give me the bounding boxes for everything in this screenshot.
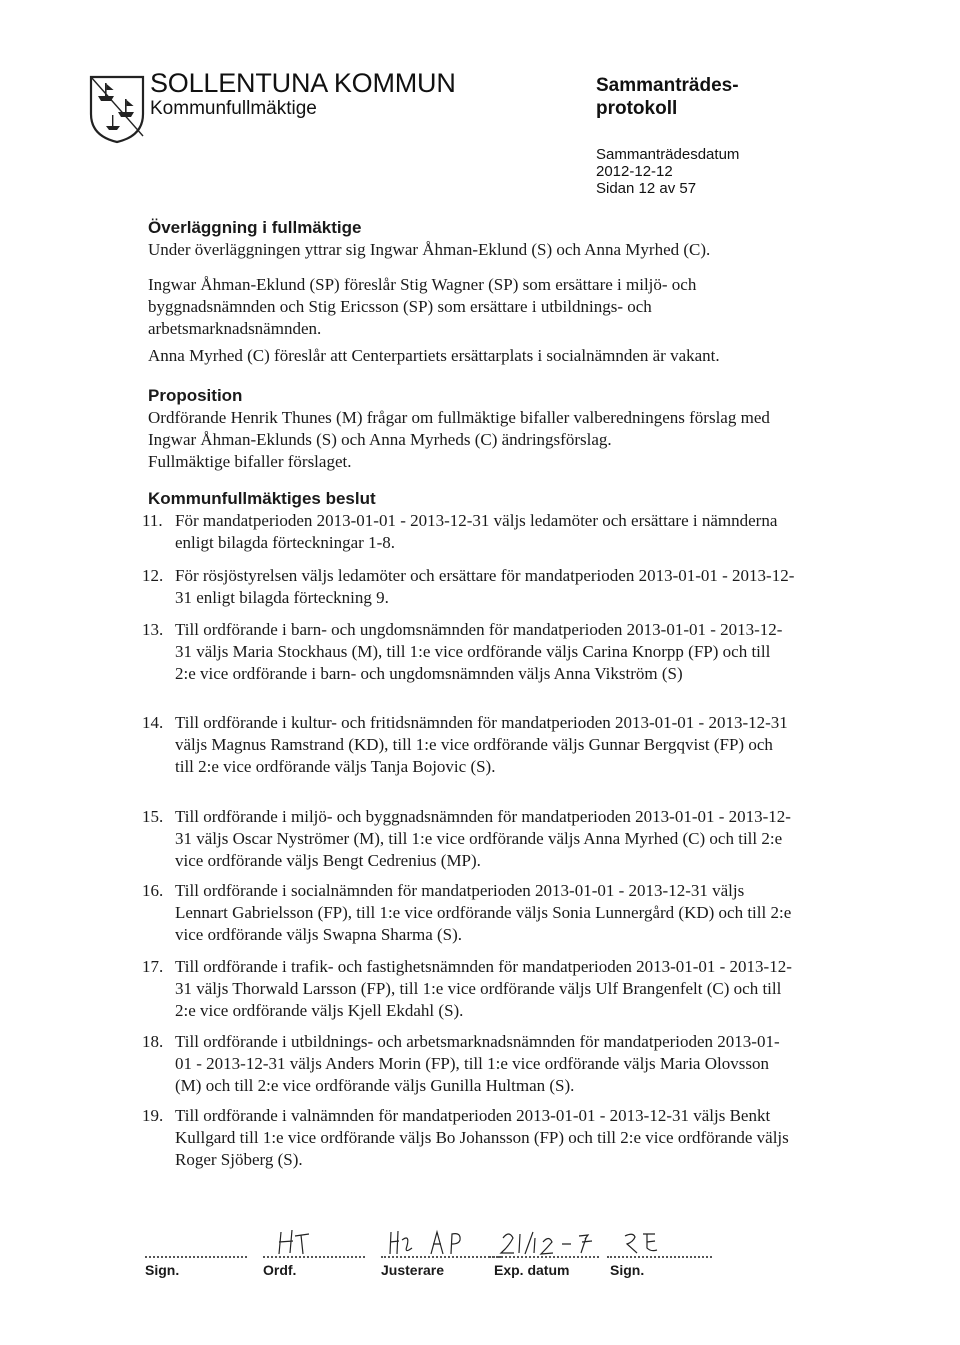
document-type xyxy=(596,74,739,120)
paragraph-proposition-1: Ordförande Henrik Thunes (M) frågar om fullmäktige bifaller valberedningens förslag med Ingwar Åhman-Eklunds (S) och Anna Myrheds (C) ändringsförslag. xyxy=(148,408,770,449)
section-heading-overlaggning: Överläggning i fullmäktige xyxy=(148,218,362,237)
meeting-date-label: Sammanträdesdatum xyxy=(596,146,740,163)
decision-text: Till ordförande i kultur- och fritidsnämnden för mandatperioden 2013-01-01 - 2013-12-31 väljs Magnus Ramstrand (KD), till 1:e vice ordförande väljs Gunnar Bergqvist (FP) och till 2:e vice ordförande väljs Tanja Bojovic (S). xyxy=(175,713,788,776)
paragraph-overlaggning-3: Anna Myrhed (C) föreslår att Centerpartiets ersättarplats i socialnämnden är vakant. xyxy=(148,346,720,365)
decision-text: För rösjöstyrelsen väljs ledamöter och ersättare för mandatperioden 2013-01-01 - 2013-12-31 enligt bilagda förteckning 9. xyxy=(175,566,795,607)
decision-text: Till ordförande i miljö- och byggnadsnämnden för mandatperioden 2013-01-01 - 2013-12-31 väljs Oscar Nyströmer (M), till 1:e vice ordförande väljs Anna Myrhed (C) och till 2:e vice ordförande väljs Bengt Cedrenius (MP). xyxy=(175,807,791,870)
decision-text: Till ordförande i valnämnden för mandatperioden 2013-01-01 - 2013-12-31 väljs Benkt Kullgard till 1:e vice ordförande väljs Bo Johansson (FP) och till 2:e vice ordförande väljs Roger Sjöberg (S). xyxy=(175,1106,789,1169)
page-number: Sidan 12 av 57 xyxy=(596,180,697,197)
decision-number: 15. xyxy=(142,807,164,826)
signature-line xyxy=(607,1254,712,1258)
signature-line xyxy=(489,1254,599,1258)
decision-number: 13. xyxy=(142,620,164,639)
signature-field-sign-1 xyxy=(145,1220,250,1290)
meeting-date: 2012-12-12 xyxy=(596,163,673,180)
signature-label: Ordf. xyxy=(263,1262,297,1278)
paragraph-overlaggning-2: Ingwar Åhman-Eklund (SP) föreslår Stig Wagner (SP) som ersättare i miljö- och byggnadsnämnden och Stig Ericsson (SP) som ersättare i utbildnings- och arbetsmarknadsnämnden. xyxy=(148,275,697,338)
signature-row xyxy=(145,1220,725,1290)
decision-text: Till ordförande i trafik- och fastighetsnämnden för mandatperioden 2013-01-01 - 2013-12-31 väljs Thorwald Larsson (FP), till 1:e vice ordförande väljs Ulf Brangenfelt (C) och till 2:e vice ordförande väljs Kjell Ekdahl (S). xyxy=(175,957,792,1020)
signature-field-ordf xyxy=(263,1220,368,1290)
decision-text: Till ordförande i barn- och ungdomsnämnden för mandatperioden 2013-01-01 - 2013-12-31 väljs Maria Stockhaus (M), till 1:e vice ordförande väljs Carina Knorpp (FP) och till 2:e vice ordförande i barn- och ungdomsnämnden väljs Anna Vikström (S) xyxy=(175,620,783,683)
decision-number: 12. xyxy=(142,566,164,585)
organization-name: SOLLENTUNA KOMMUN xyxy=(150,68,456,98)
decision-number: 16. xyxy=(142,881,164,900)
signature-line xyxy=(145,1254,247,1258)
paragraph-overlaggning-1: Under överläggningen yttrar sig Ingwar Åhman-Eklund (S) och Anna Myrhed (C). xyxy=(148,240,711,259)
decision-text: Till ordförande i socialnämnden för mandatperioden 2013-01-01 - 2013-12-31 väljs Lennart Gabrielsson (FP), till 1:e vice ordförande väljs Sonia Lunnergård (KD) och till 2:e vice ordförande väljs Swapna Sharma (S). xyxy=(175,881,792,944)
signature-line xyxy=(381,1254,501,1258)
document-type-line2: protokoll xyxy=(596,98,678,119)
signature-label: Justerare xyxy=(381,1262,445,1278)
signature-field-exp-datum xyxy=(489,1220,604,1290)
signature-label: Sign. xyxy=(145,1262,180,1278)
signature-field-sign-2 xyxy=(607,1220,717,1290)
signature-field-justerare xyxy=(381,1220,506,1290)
paragraph-proposition-2: Fullmäktige bifaller förslaget. xyxy=(148,452,352,471)
section-heading-proposition: Proposition xyxy=(148,386,243,405)
decision-number: 19. xyxy=(142,1106,164,1125)
meeting-meta xyxy=(596,146,739,197)
signature-line xyxy=(263,1254,365,1258)
municipality-coat-of-arms-icon xyxy=(88,74,146,144)
organization-subtitle: Kommunfullmäktige xyxy=(150,98,317,119)
decision-number: 17. xyxy=(142,957,164,976)
decision-number: 14. xyxy=(142,713,164,732)
signature-label: Exp. datum xyxy=(494,1262,570,1278)
decision-text: För mandatperioden 2013-01-01 - 2013-12-31 väljs ledamöter och ersättare i nämnderna enligt bilagda förteckningar 1-8. xyxy=(175,511,778,552)
document-type-line1: Sammanträdes- xyxy=(596,75,739,96)
decision-number: 18. xyxy=(142,1032,164,1051)
decision-text: Till ordförande i utbildnings- och arbetsmarknadsnämnden för mandatperioden 2013-01-01 - 2013-12-31 väljs Anders Morin (FP), till 1:e vice ordförande väljs Maria Olovsson (M) och till 2:e vice ordförande väljs Gunilla Hultman (S). xyxy=(175,1032,780,1095)
section-heading-beslut: Kommunfullmäktiges beslut xyxy=(148,489,376,508)
signature-label: Sign. xyxy=(610,1262,645,1278)
decision-number: 11. xyxy=(142,511,163,530)
